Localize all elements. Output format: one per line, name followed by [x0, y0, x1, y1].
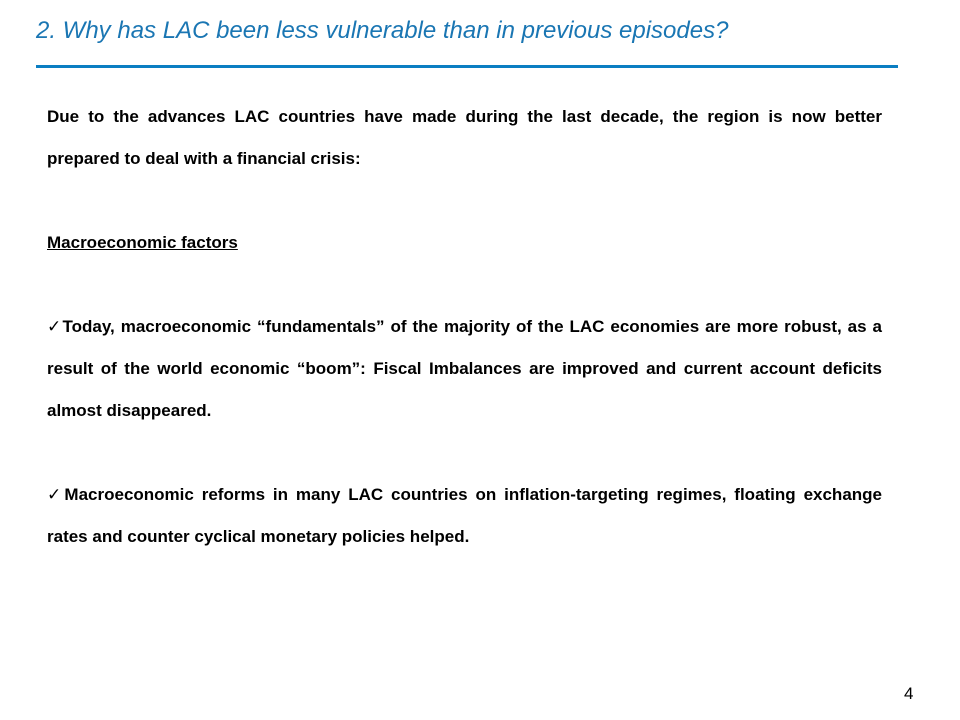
bullet-text: Macroeconomic reforms in many LAC countries on inflation-targeting regimes, floating exchange rates and counter cyclical monetary policies helped. [47, 485, 882, 546]
slide-title: 2. Why has LAC been less vulnerable than in previous episodes? [36, 17, 729, 44]
intro-paragraph: Due to the advances LAC countries have made during the last decade, the region is now better prepared to deal with a financial crisis: [47, 107, 882, 168]
spacer [47, 264, 882, 306]
spacer [47, 432, 882, 474]
section-heading: Macroeconomic factors [47, 233, 238, 252]
page-number: 4 [904, 684, 914, 703]
checkmark-icon: ✓ [47, 317, 63, 336]
bullet-item [47, 474, 882, 558]
title-divider [36, 65, 898, 68]
checkmark-icon: ✓ [47, 485, 65, 504]
bullet-item [47, 306, 882, 432]
slide-body [47, 96, 882, 558]
spacer [47, 180, 882, 222]
bullet-text: Today, macroeconomic “fundamentals” of the majority of the LAC economies are more robust, as a result of the world economic “boom”: Fiscal Imbalances are improved and current account deficits almost disappeared. [47, 317, 882, 420]
